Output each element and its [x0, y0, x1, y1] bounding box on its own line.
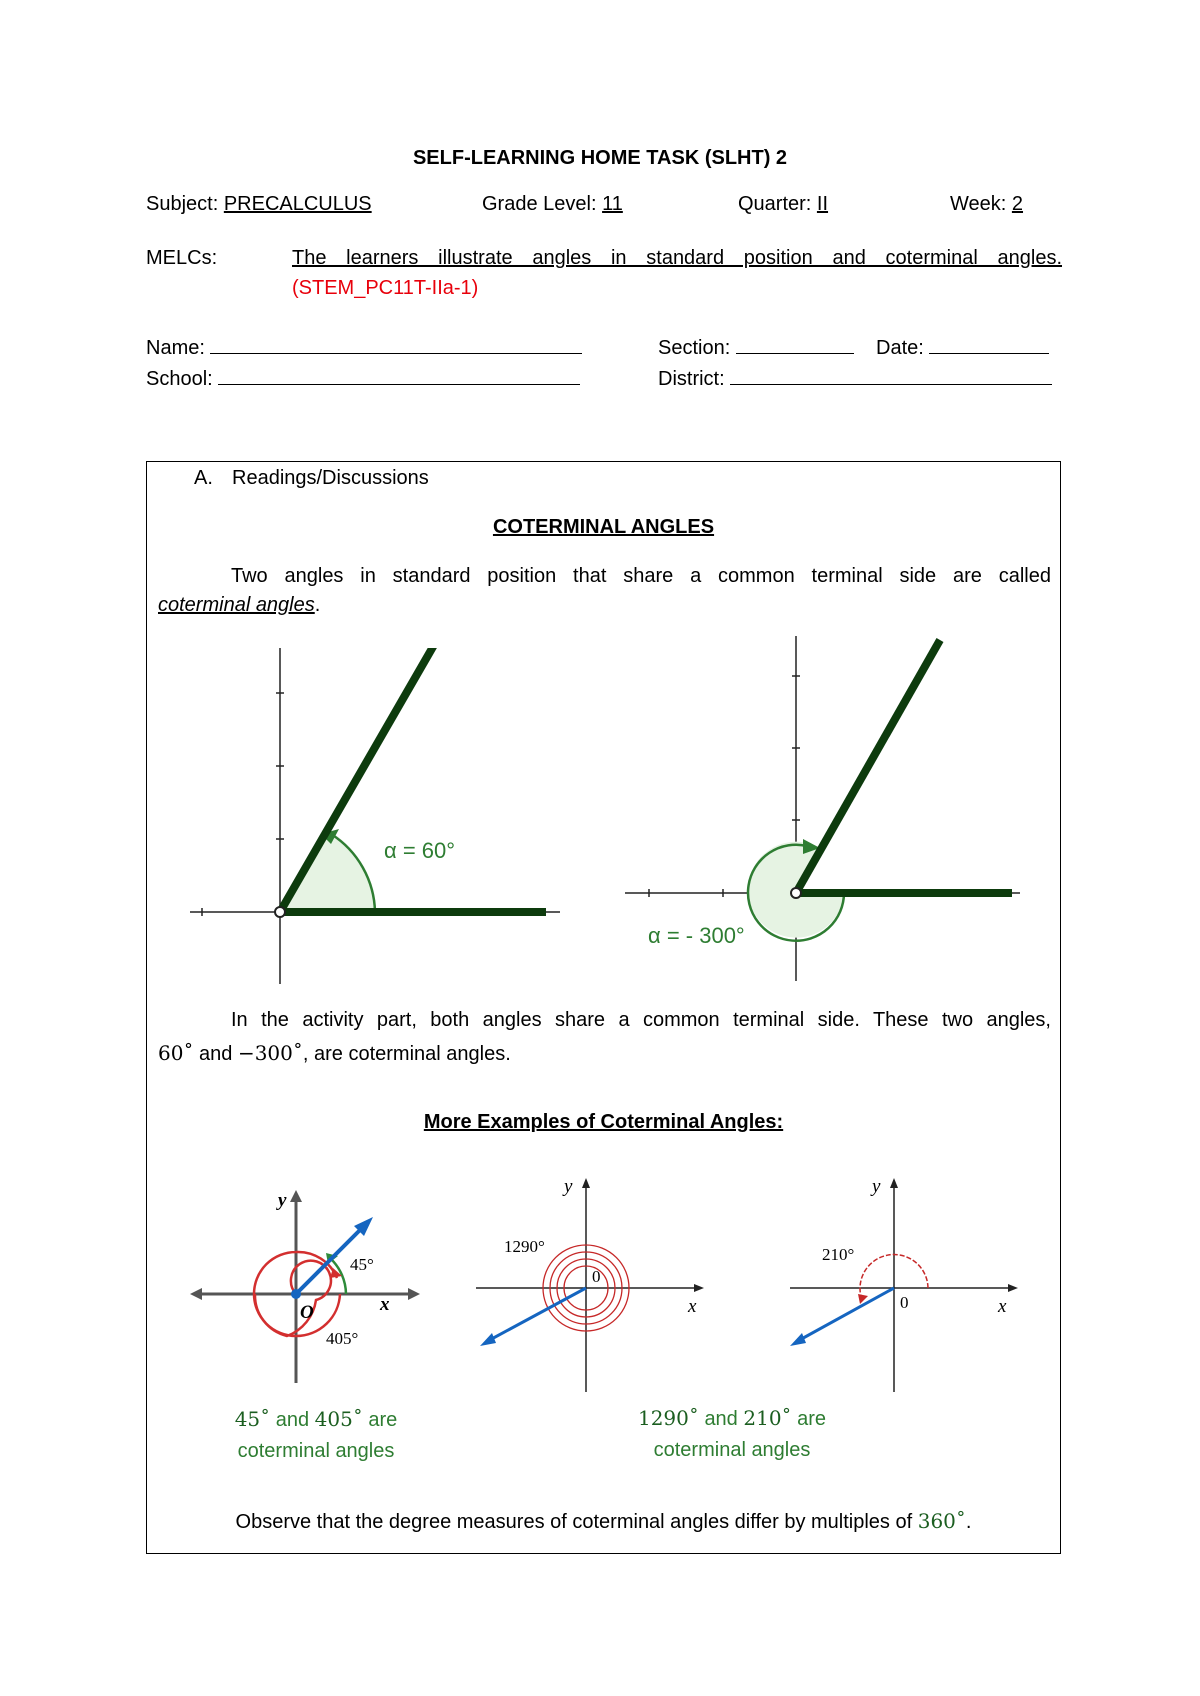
origin-point [291, 1289, 301, 1299]
subject-value: PRECALCULUS [223, 193, 372, 215]
caption1-and: and [275, 1409, 310, 1431]
angle-210-label: 210° [822, 1245, 855, 1264]
district-field[interactable] [658, 366, 1052, 391]
caption1-value-45: 45˚ [234, 1407, 271, 1431]
origin-label: 0 [592, 1267, 601, 1286]
date-field[interactable] [876, 335, 1049, 360]
terminal-ray [796, 1288, 894, 1342]
x-label: x [688, 1296, 697, 1317]
quarter-value: II [816, 193, 829, 215]
x-label: x [998, 1296, 1007, 1317]
origin-label: 0 [900, 1293, 909, 1312]
school-label: School: [146, 368, 213, 390]
date-label: Date: [876, 337, 924, 359]
terminal-ray [486, 1288, 586, 1342]
x-label: x [380, 1294, 390, 1315]
week-label: Week: [950, 193, 1007, 215]
definition-term: coterminal angles [158, 594, 315, 616]
name-label: Name: [146, 337, 205, 359]
school-field[interactable] [146, 366, 580, 391]
subject-field [146, 193, 372, 216]
name-field[interactable] [146, 335, 582, 360]
definition-line2 [158, 594, 320, 617]
melcs-label: MELCs: [146, 247, 218, 269]
week-field [950, 193, 1023, 216]
section-marker: A. [194, 467, 213, 489]
caption2-are: are [797, 1408, 827, 1430]
section-field[interactable] [658, 335, 854, 360]
week-value: 2 [1011, 193, 1024, 215]
date-line[interactable] [929, 335, 1049, 354]
y-label: y [872, 1176, 881, 1197]
observe-end: . [965, 1511, 972, 1533]
activity-line1: In the activity part, both angles share a common terminal side. These two angles, [231, 1009, 1051, 1031]
angle-neg300-label: α = - 300° [648, 923, 745, 948]
grade-field [482, 193, 623, 216]
quarter-field [738, 193, 828, 216]
caption1-are: are [368, 1409, 398, 1431]
origin-point [275, 907, 285, 917]
grade-label: Grade Level: [482, 193, 597, 215]
caption2-line2: coterminal angles [653, 1439, 811, 1461]
caption1-value-405: 405˚ [314, 1407, 363, 1431]
section-label: Section: [658, 337, 731, 359]
caption-45-405 [196, 1404, 436, 1467]
examples-heading: More Examples of Coterminal Angles: [423, 1111, 784, 1133]
example-45-figure [190, 1188, 420, 1383]
angle-405-label: 405° [326, 1329, 359, 1348]
caption1-line2: coterminal angles [237, 1440, 395, 1462]
melcs-text: The learners illustrate angles in standard position and coterminal angles. [292, 247, 1062, 269]
y-label: y [278, 1190, 287, 1211]
caption-1290-210 [612, 1403, 852, 1466]
district-label: District: [658, 368, 725, 390]
observe-line [146, 1509, 1061, 1534]
example-1290-figure [476, 1172, 706, 1392]
definition-line1: Two angles in standard position that share a common terminal side are called [231, 565, 1051, 587]
angle-60-figure [190, 648, 560, 984]
melcs-code: (STEM_PC11T-IIa-1) [292, 277, 479, 299]
caption2-value-210: 210˚ [743, 1406, 792, 1430]
subject-label: Subject: [146, 193, 219, 215]
section-line[interactable] [736, 335, 854, 354]
origin-label: O [300, 1302, 314, 1323]
district-line[interactable] [730, 366, 1052, 385]
angle-1290-label: 1290° [504, 1237, 545, 1256]
angle-60-label: α = 60° [384, 838, 456, 863]
example-210-figure [790, 1172, 1020, 1392]
section-title: Readings/Discussions [232, 467, 429, 489]
observe-text: Observe that the degree measures of coterminal angles differ by multiples of [235, 1511, 913, 1533]
definition-end: . [314, 594, 321, 616]
page-title: SELF-LEARNING HOME TASK (SLHT) 2 [412, 147, 788, 169]
school-line[interactable] [218, 366, 580, 385]
activity-value-neg300: −300˚ [237, 1041, 303, 1065]
activity-and: and [199, 1043, 233, 1065]
name-line[interactable] [210, 335, 582, 354]
caption2-and: and [704, 1408, 738, 1430]
terminal-side [796, 640, 940, 893]
grade-value: 11 [602, 193, 623, 215]
activity-value-60: 60˚ [158, 1041, 194, 1065]
activity-line2 [158, 1041, 511, 1066]
activity-end: , are coterminal angles. [302, 1043, 511, 1065]
y-label: y [564, 1176, 573, 1197]
angle-fill [280, 830, 375, 912]
origin-point [791, 888, 801, 898]
observe-value: 360˚ [917, 1509, 966, 1533]
coterminal-heading: COTERMINAL ANGLES [492, 516, 715, 538]
quarter-label: Quarter: [738, 193, 812, 215]
angle-45-label: 45° [350, 1255, 374, 1274]
caption2-value-1290: 1290˚ [637, 1406, 699, 1430]
